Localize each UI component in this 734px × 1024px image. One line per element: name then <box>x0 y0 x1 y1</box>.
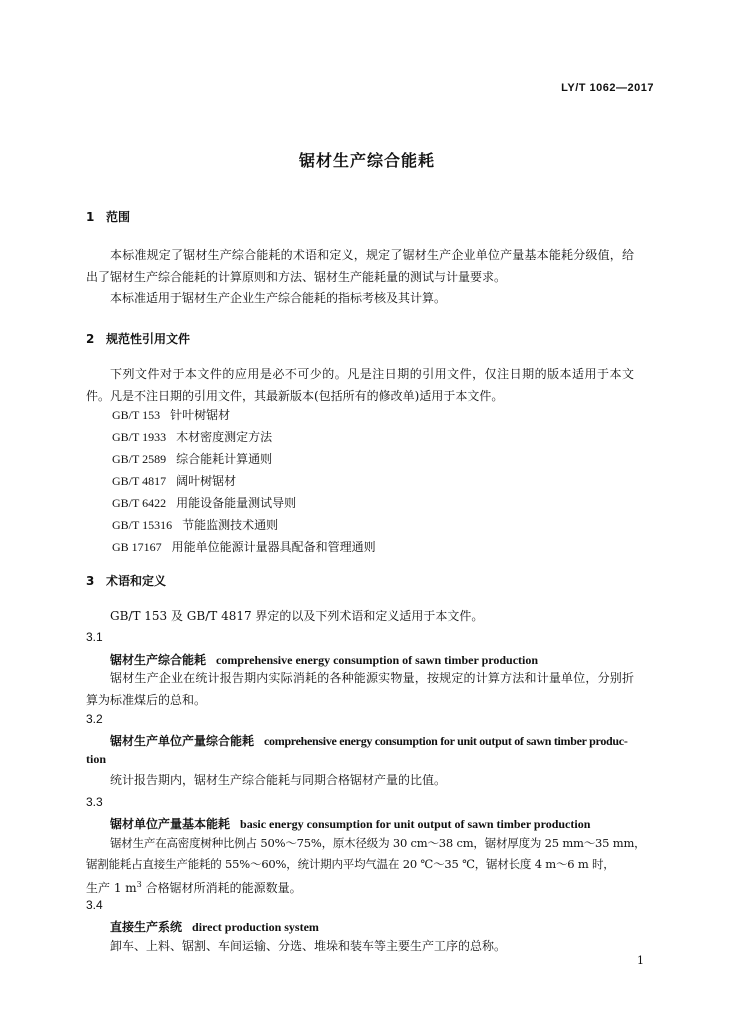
section-3-heading <box>86 572 166 589</box>
reference-title: 节能监测技术通则 <box>182 518 279 532</box>
reference-item <box>112 494 296 511</box>
term-en: comprehensive energy consumption of sawn timber production <box>216 653 539 667</box>
scope-paragraph-1: 本标准规定了锯材生产综合能耗的术语和定义，规定了锯材生产企业单位产量基本能耗分级值，给出了锯材生产综合能耗的计算原则和方法、锯材生产能耗量的测试与计量要求。 <box>86 248 634 284</box>
term-definition-line: 锯材生产在高密度树种比例占 50%～75%，原木径级为 30 cm～38 cm，锯材厚度为 25 mm～35 mm， <box>110 836 646 850</box>
term-definition: 统计报告期内，锯材生产综合能耗与同期合格锯材产量的比值。 <box>110 773 447 787</box>
section-2-heading <box>86 330 190 347</box>
reference-code: GB/T 153 <box>112 408 161 422</box>
term-en: comprehensive energy consumption for unit output of sawn timber produc- <box>264 734 628 748</box>
term-zh: 直接生产系统 <box>110 920 183 934</box>
term-en: basic energy consumption for unit output of sawn timber production <box>240 817 591 831</box>
definition-text: 合格锯材所消耗的能源数量。 <box>141 881 302 895</box>
reference-code: GB/T 1933 <box>112 430 167 444</box>
reference-title: 综合能耗计算通则 <box>176 452 273 466</box>
section-title: 范围 <box>106 210 131 224</box>
references-intro: 下列文件对于本文件的应用是必不可少的。凡是注日期的引用文件，仅注日期的版本适用于本文件。凡是不注日期的引用文件，其最新版本(包括所有的修改单)适用于本文件。 <box>86 367 634 403</box>
term-zh: 锯材生产单位产量综合能耗 <box>110 734 255 748</box>
scope-paragraph-2: 本标准适用于锯材生产企业生产综合能耗的指标考核及其计算。 <box>110 291 447 305</box>
definition-text: 生产 1 m <box>86 881 137 895</box>
reference-title: 针叶树锯材 <box>170 408 231 422</box>
term-heading <box>110 732 628 749</box>
term-heading-continuation <box>86 752 106 767</box>
section-title: 术语和定义 <box>106 574 167 588</box>
term-definition: 锯材生产企业在统计报告期内实际消耗的各种能源实物量，按规定的计算方法和计量单位，分别折算为标准煤后的总和。 <box>86 671 634 707</box>
page-title: 锯材生产综合能耗 <box>298 151 435 170</box>
reference-item <box>112 538 376 555</box>
reference-code: GB/T 4817 <box>112 474 167 488</box>
section-title: 规范性引用文件 <box>106 332 191 346</box>
term-zh: 锯材生产综合能耗 <box>110 653 207 667</box>
term-heading <box>110 815 590 832</box>
reference-title: 阔叶树锯材 <box>176 474 237 488</box>
term-definition-line <box>86 877 302 896</box>
superscript: 3 <box>136 880 142 889</box>
reference-title: 木材密度测定方法 <box>176 430 273 444</box>
section-number: 3 <box>86 574 95 588</box>
term-en: direct production system <box>192 920 319 934</box>
page-number: 1 <box>637 954 644 967</box>
clause-number: 3.4 <box>86 898 103 912</box>
reference-code: GB/T 6422 <box>112 496 167 510</box>
section-number: 2 <box>86 332 95 346</box>
reference-item <box>112 516 278 533</box>
term-en-continuation: tion <box>86 752 107 766</box>
reference-title: 用能单位能源计量器具配备和管理通则 <box>171 540 376 554</box>
reference-item <box>112 428 272 445</box>
reference-code: GB/T 15316 <box>112 518 173 532</box>
section-1-heading <box>86 208 130 225</box>
reference-item <box>112 450 272 467</box>
section-number: 1 <box>86 210 95 224</box>
term-heading <box>110 651 538 668</box>
clause-number: 3.3 <box>86 795 103 809</box>
reference-item <box>112 472 236 489</box>
term-zh: 锯材单位产量基本能耗 <box>110 817 231 831</box>
reference-item <box>112 406 230 423</box>
terms-intro: GB/T 153 及 GB/T 4817 界定的以及下列术语和定义适用于本文件。 <box>110 609 484 623</box>
term-heading <box>110 918 319 935</box>
clause-number: 3.1 <box>86 630 103 644</box>
reference-code: GB/T 2589 <box>112 452 167 466</box>
clause-number: 3.2 <box>86 712 103 726</box>
term-definition-line: 锯割能耗占直接生产能耗的 55%～60%，统计期内平均气温在 20 ℃～35 ℃，锯材长度 4 m～6 m 时， <box>86 857 615 871</box>
reference-code: GB 17167 <box>112 540 162 554</box>
document-number: LY/T 1062—2017 <box>561 82 654 94</box>
reference-title: 用能设备能量测试导则 <box>176 496 297 510</box>
term-definition: 卸车、上料、锯割、车间运输、分选、堆垛和装车等主要生产工序的总称。 <box>110 939 507 953</box>
